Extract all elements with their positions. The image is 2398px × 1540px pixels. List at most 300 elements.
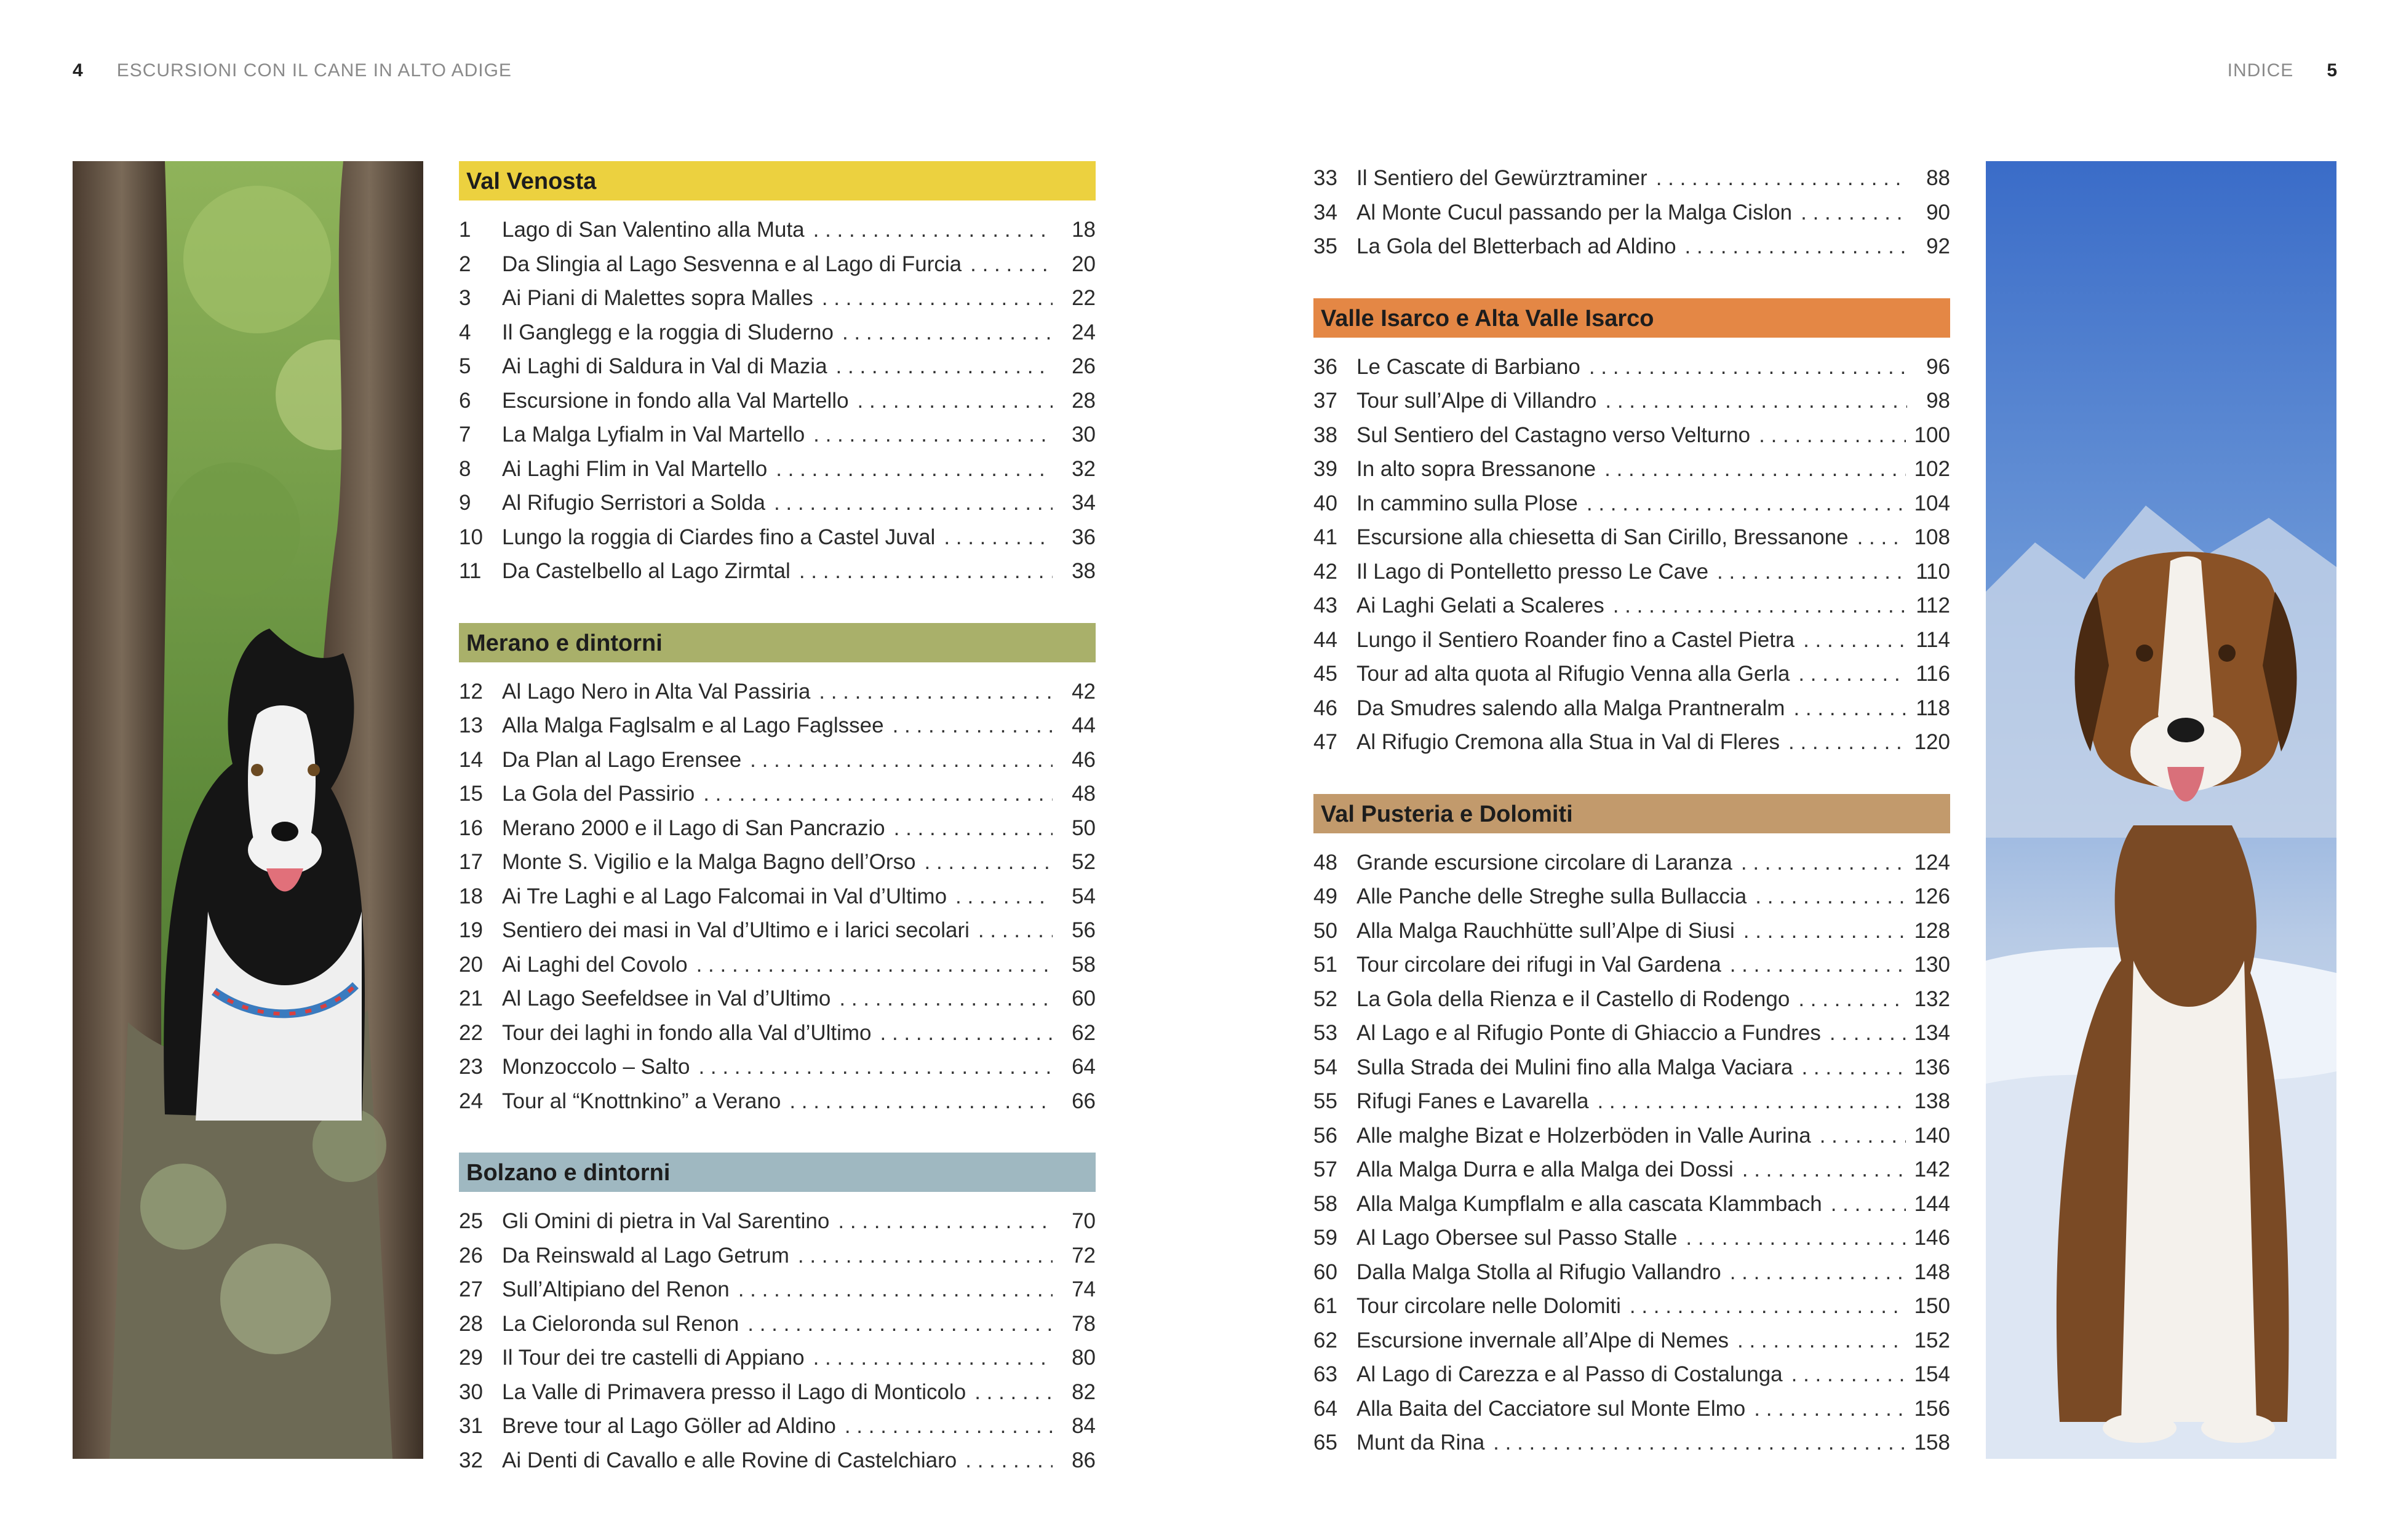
entry-page: 156 xyxy=(1914,1396,1950,1421)
entry-number: 48 xyxy=(1313,850,1337,875)
toc-entry[interactable] xyxy=(1313,691,1950,726)
entry-title: Il Tour dei tre castelli di Appiano xyxy=(502,1346,805,1370)
entry-number: 32 xyxy=(459,1448,483,1472)
entry-title: Sul Sentiero del Castagno verso Velturno xyxy=(1356,423,1751,447)
entry-title: La Valle di Primavera presso il Lago di Monticolo xyxy=(502,1379,966,1404)
entry-title: Tour ad alta quota al Rifugio Venna alla Gerla xyxy=(1356,662,1790,686)
entry-title: Da Reinswald al Lago Getrum xyxy=(502,1243,789,1268)
toc-entry[interactable] xyxy=(459,1409,1096,1443)
entry-number: 39 xyxy=(1313,457,1337,481)
toc-entry[interactable] xyxy=(459,486,1096,520)
toc-column-left xyxy=(459,161,1096,1512)
entry-number: 33 xyxy=(1313,166,1337,190)
dot-leader xyxy=(1737,1324,1906,1358)
entry-number: 60 xyxy=(1313,1260,1337,1284)
dot-leader xyxy=(842,316,1053,350)
entry-title: Alla Baita del Cacciatore sul Monte Elmo xyxy=(1356,1396,1746,1421)
section-header: Val Pusteria e Dolomiti xyxy=(1313,794,1950,833)
toc-entry[interactable] xyxy=(459,913,1096,948)
toc-entry[interactable] xyxy=(459,708,1096,743)
dot-leader xyxy=(1589,350,1907,384)
toc-entry[interactable] xyxy=(459,675,1096,709)
entry-page: 66 xyxy=(1072,1089,1096,1113)
entry-page: 84 xyxy=(1072,1414,1096,1438)
toc-entry[interactable] xyxy=(459,982,1096,1016)
dot-leader xyxy=(1613,589,1907,623)
saint-bernard-illustration xyxy=(1986,161,2336,1459)
entry-title: Merano 2000 e il Lago di San Pancrazio xyxy=(502,816,885,840)
dot-leader xyxy=(839,982,1053,1016)
entry-title: Al Lago di Carezza e al Passo di Costalunga xyxy=(1356,1362,1783,1386)
running-head-left xyxy=(73,60,512,81)
dot-leader xyxy=(1630,1289,1906,1324)
entry-title: Alla Malga Kumpflalm e alla cascata Klammbach xyxy=(1356,1191,1822,1216)
toc-entry[interactable] xyxy=(1313,1187,1950,1221)
entry-number: 59 xyxy=(1313,1226,1337,1250)
entry-page: 42 xyxy=(1072,679,1096,704)
toc-entry[interactable] xyxy=(459,1341,1096,1375)
entry-title: Al Lago Seefeldsee in Val d’Ultimo xyxy=(502,986,831,1010)
entry-number: 44 xyxy=(1313,627,1337,652)
toc-entry[interactable] xyxy=(459,1307,1096,1341)
entry-number: 52 xyxy=(1313,986,1337,1011)
entry-title: La Gola del Passirio xyxy=(502,782,695,806)
entry-page: 54 xyxy=(1072,884,1096,908)
entry-number: 49 xyxy=(1313,884,1337,908)
dot-leader xyxy=(738,1272,1053,1307)
dot-leader xyxy=(894,811,1053,846)
toc-section xyxy=(1313,794,1950,1460)
entry-number: 30 xyxy=(459,1379,483,1404)
section-header: Val Venosta xyxy=(459,161,1096,200)
entry-page: 124 xyxy=(1914,850,1950,875)
dot-leader xyxy=(925,845,1053,879)
dot-leader xyxy=(1743,914,1906,948)
dot-leader xyxy=(799,554,1053,589)
dot-leader xyxy=(1788,725,1906,760)
entry-page: 56 xyxy=(1072,918,1096,942)
toc-entry[interactable] xyxy=(1313,486,1950,521)
toc-entry[interactable] xyxy=(1313,229,1950,264)
toc-entry[interactable] xyxy=(459,879,1096,914)
entry-page: 144 xyxy=(1914,1191,1950,1216)
entry-number: 64 xyxy=(1313,1396,1337,1421)
entry-title: Gli Omini di pietra in Val Sarentino xyxy=(502,1209,830,1233)
entry-page: 86 xyxy=(1072,1448,1096,1472)
entry-number: 63 xyxy=(1313,1362,1337,1386)
entry-number: 21 xyxy=(459,986,483,1010)
entry-page: 118 xyxy=(1916,696,1950,720)
dot-leader xyxy=(893,708,1053,743)
toc-entry[interactable] xyxy=(459,1443,1096,1478)
entry-title: La Gola del Bletterbach ad Aldino xyxy=(1356,234,1676,258)
entry-number: 8 xyxy=(459,456,471,481)
dot-leader xyxy=(838,1204,1053,1239)
toc-entry[interactable] xyxy=(459,247,1096,282)
toc-entry[interactable] xyxy=(1313,350,1950,384)
entry-title: Tour circolare dei rifugi in Val Gardena xyxy=(1356,953,1721,977)
entry-number: 28 xyxy=(459,1311,483,1336)
page-number-right: 5 xyxy=(2327,60,2338,81)
toc-section xyxy=(459,1153,1096,1477)
toc-section xyxy=(1313,298,1950,760)
entry-page: 102 xyxy=(1914,457,1950,481)
entry-page: 112 xyxy=(1916,593,1950,617)
entry-page: 104 xyxy=(1914,491,1950,515)
toc-entry[interactable] xyxy=(1313,384,1950,418)
dot-leader xyxy=(696,948,1053,982)
entry-page: 116 xyxy=(1916,662,1950,686)
toc-entry[interactable] xyxy=(1313,1426,1950,1460)
dot-leader xyxy=(774,486,1053,520)
toc-entry[interactable] xyxy=(1313,418,1950,453)
entry-page: 28 xyxy=(1072,388,1096,413)
entry-page: 50 xyxy=(1072,816,1096,840)
toc-entry[interactable] xyxy=(1313,520,1950,555)
dot-leader xyxy=(978,913,1053,948)
entry-number: 55 xyxy=(1313,1089,1337,1113)
toc-entry[interactable] xyxy=(1313,879,1950,914)
entry-title: Ai Denti di Cavallo e alle Rovine di Castelchiaro xyxy=(502,1448,957,1472)
entry-title: Alla Malga Faglsalm e al Lago Faglssee xyxy=(502,713,884,737)
entry-number: 40 xyxy=(1313,491,1337,515)
entry-title: Escursione invernale all’Alpe di Nemes xyxy=(1356,1328,1729,1352)
entry-title: Escursione alla chiesetta di San Cirillo, Bressanone xyxy=(1356,525,1849,549)
entry-number: 15 xyxy=(459,782,483,806)
entry-number: 23 xyxy=(459,1055,483,1079)
entry-page: 132 xyxy=(1914,986,1950,1011)
entry-number: 17 xyxy=(459,850,483,874)
entry-title: Sentiero dei masi in Val d’Ultimo e i larici secolari xyxy=(502,918,970,942)
entry-title: Sull’Altipiano del Renon xyxy=(502,1277,730,1301)
entry-page: 44 xyxy=(1072,713,1096,737)
section-title-index: INDICE xyxy=(2227,60,2294,81)
entry-number: 47 xyxy=(1313,730,1337,754)
entry-page: 146 xyxy=(1914,1226,1950,1250)
entry-number: 3 xyxy=(459,286,471,310)
entry-page: 150 xyxy=(1914,1294,1950,1318)
entry-number: 12 xyxy=(459,679,483,704)
entry-number: 45 xyxy=(1313,662,1337,686)
entry-title: In cammino sulla Plose xyxy=(1356,491,1578,515)
dot-leader xyxy=(813,1341,1053,1375)
toc-entry[interactable] xyxy=(1313,1289,1950,1324)
dot-leader xyxy=(822,281,1053,316)
dot-leader xyxy=(1820,1119,1906,1153)
entry-page: 48 xyxy=(1072,782,1096,806)
entry-title: Al Lago Obersee sul Passo Stalle xyxy=(1356,1226,1678,1250)
entry-page: 82 xyxy=(1072,1379,1096,1404)
dot-leader xyxy=(813,213,1053,247)
entry-number: 9 xyxy=(459,491,471,515)
entry-number: 2 xyxy=(459,252,471,276)
entry-page: 18 xyxy=(1072,218,1096,242)
entry-number: 50 xyxy=(1313,918,1337,943)
entry-title: Ai Laghi di Saldura in Val di Mazia xyxy=(502,354,827,378)
entry-number: 51 xyxy=(1313,953,1337,977)
entry-number: 4 xyxy=(459,320,471,344)
entry-page: 138 xyxy=(1914,1089,1950,1113)
section-header: Merano e dintorni xyxy=(459,623,1096,662)
entry-title: Al Lago Nero in Alta Val Passiria xyxy=(502,679,811,704)
entry-title: Tour al “Knottnkino” a Verano xyxy=(502,1089,781,1113)
toc-entry[interactable] xyxy=(459,811,1096,846)
entry-title: Lungo il Sentiero Roander fino a Castel Pietra xyxy=(1356,627,1795,652)
entry-number: 53 xyxy=(1313,1021,1337,1045)
dot-leader xyxy=(845,1409,1053,1443)
toc-entry[interactable] xyxy=(1313,1324,1950,1358)
dot-leader xyxy=(750,743,1053,777)
entry-title: Le Cascate di Barbiano xyxy=(1356,354,1580,379)
entry-title: Ai Laghi del Covolo xyxy=(502,952,688,977)
dot-leader xyxy=(1857,520,1906,555)
toc-section xyxy=(459,623,1096,1119)
entry-title: Tour sull’Alpe di Villandro xyxy=(1356,389,1597,413)
entry-title: Al Lago e al Rifugio Ponte di Ghiaccio a Fundres xyxy=(1356,1021,1821,1045)
entry-page: 26 xyxy=(1072,354,1096,378)
entry-title: Alle malghe Bizat e Holzerböden in Valle Aurina xyxy=(1356,1123,1811,1148)
entry-title: La Gola della Rienza e il Castello di Rodengo xyxy=(1356,986,1790,1011)
toc-entry[interactable] xyxy=(1313,1153,1950,1187)
dot-leader xyxy=(813,418,1053,452)
toc-entry[interactable] xyxy=(459,281,1096,316)
entry-number: 34 xyxy=(1313,200,1337,224)
entry-page: 72 xyxy=(1072,1243,1096,1268)
toc-entry[interactable] xyxy=(1313,1119,1950,1153)
dot-leader xyxy=(858,384,1053,418)
entry-number: 25 xyxy=(459,1209,483,1233)
toc-entry[interactable] xyxy=(1313,555,1950,589)
entry-page: 60 xyxy=(1072,986,1096,1010)
entry-page: 114 xyxy=(1916,627,1950,652)
toc-entry[interactable] xyxy=(1313,1392,1950,1426)
entry-page: 126 xyxy=(1914,884,1950,908)
entry-page: 152 xyxy=(1914,1328,1950,1352)
entry-page: 80 xyxy=(1072,1346,1096,1370)
toc-entry[interactable] xyxy=(1313,1357,1950,1392)
entry-title: Il Ganglegg e la roggia di Sluderno xyxy=(502,320,834,344)
toc-entry[interactable] xyxy=(459,1239,1096,1273)
entry-number: 18 xyxy=(459,884,483,908)
toc-section xyxy=(459,161,1096,589)
toc-entry[interactable] xyxy=(459,1050,1096,1084)
dot-leader xyxy=(944,520,1053,555)
page-number-left: 4 xyxy=(73,60,84,81)
entry-number: 22 xyxy=(459,1020,483,1045)
entry-number: 31 xyxy=(459,1414,483,1438)
toc-entry[interactable] xyxy=(459,777,1096,811)
entry-title: Ai Laghi Flim in Val Martello xyxy=(502,456,768,481)
entry-title: Dalla Malga Stolla al Rifugio Vallandro xyxy=(1356,1260,1721,1284)
dot-leader xyxy=(798,1239,1053,1273)
entry-page: 98 xyxy=(1926,389,1950,413)
entry-page: 78 xyxy=(1072,1311,1096,1336)
toc-entry[interactable] xyxy=(1313,982,1950,1017)
toc-entry[interactable] xyxy=(459,1016,1096,1050)
toc-entry[interactable] xyxy=(459,316,1096,350)
entry-number: 7 xyxy=(459,423,471,447)
entry-number: 26 xyxy=(459,1243,483,1268)
toc-column-right xyxy=(1313,161,1950,1494)
dot-leader xyxy=(747,1307,1053,1341)
toc-entry[interactable] xyxy=(1313,914,1950,948)
entry-page: 74 xyxy=(1072,1277,1096,1301)
toc-entry[interactable] xyxy=(1313,161,1950,196)
dot-leader xyxy=(789,1084,1053,1119)
entry-page: 158 xyxy=(1914,1431,1950,1455)
entry-title: Al Rifugio Cremona alla Stua in Val di Fleres xyxy=(1356,730,1780,754)
entry-number: 29 xyxy=(459,1346,483,1370)
toc-entry[interactable] xyxy=(1313,1255,1950,1290)
entry-page: 128 xyxy=(1914,918,1950,943)
toc-entry[interactable] xyxy=(459,452,1096,486)
toc-entry[interactable] xyxy=(1313,452,1950,486)
dot-leader xyxy=(1742,1153,1906,1187)
entry-title: Al Rifugio Serristori a Solda xyxy=(502,491,765,515)
dot-leader xyxy=(1730,948,1906,982)
dot-leader xyxy=(703,777,1053,811)
toc-entry[interactable] xyxy=(459,349,1096,384)
entry-page: 36 xyxy=(1072,525,1096,549)
entry-title: Alla Malga Rauchhütte sull’Alpe di Siusi xyxy=(1356,918,1735,943)
dot-leader xyxy=(974,1375,1053,1410)
toc-entry[interactable] xyxy=(459,418,1096,452)
entry-title: Grande escursione circolare di Laranza xyxy=(1356,850,1732,875)
dot-leader xyxy=(1717,555,1907,589)
photo-saint-bernard xyxy=(1986,161,2336,1459)
toc-entry[interactable] xyxy=(459,1204,1096,1239)
entry-title: Da Slingia al Lago Sesvenna e al Lago di Furcia xyxy=(502,252,962,276)
entry-number: 11 xyxy=(459,559,482,583)
entry-number: 10 xyxy=(459,525,483,549)
photo-border-collie xyxy=(73,161,423,1459)
entry-title: Da Plan al Lago Erensee xyxy=(502,747,742,772)
entry-number: 58 xyxy=(1313,1191,1337,1216)
dot-leader xyxy=(1605,384,1907,418)
toc-entry[interactable] xyxy=(459,213,1096,247)
toc-entry[interactable] xyxy=(1313,1084,1950,1119)
entry-number: 6 xyxy=(459,388,471,413)
dot-leader xyxy=(1755,879,1905,914)
entry-page: 64 xyxy=(1072,1055,1096,1079)
entry-page: 120 xyxy=(1914,730,1950,754)
entry-number: 5 xyxy=(459,354,471,378)
toc-entry[interactable] xyxy=(1313,1221,1950,1255)
dot-leader xyxy=(836,349,1053,384)
dot-leader xyxy=(1685,229,1907,264)
toc-entry[interactable] xyxy=(1313,846,1950,880)
dot-leader xyxy=(1656,161,1907,196)
border-collie-illustration xyxy=(73,161,423,1459)
entry-number: 16 xyxy=(459,816,483,840)
dot-leader xyxy=(1587,486,1906,521)
entry-title: Il Lago di Pontelletto presso Le Cave xyxy=(1356,559,1709,584)
entry-title: Ai Tre Laghi e al Lago Falcomai in Val d’Ultimo xyxy=(502,884,947,908)
toc-entry[interactable] xyxy=(459,520,1096,555)
toc-entry[interactable] xyxy=(1313,948,1950,982)
entry-page: 136 xyxy=(1914,1055,1950,1079)
entry-page: 46 xyxy=(1072,747,1096,772)
toc-entry[interactable] xyxy=(459,845,1096,879)
entry-number: 37 xyxy=(1313,389,1337,413)
entry-title: Da Castelbello al Lago Zirmtal xyxy=(502,559,791,583)
toc-entry[interactable] xyxy=(459,554,1096,589)
dot-leader xyxy=(970,247,1053,282)
toc-entry[interactable] xyxy=(1313,725,1950,760)
entry-number: 19 xyxy=(459,918,483,942)
toc-entry[interactable] xyxy=(459,1375,1096,1410)
entry-page: 100 xyxy=(1914,423,1950,447)
entry-page: 52 xyxy=(1072,850,1096,874)
entry-title: Monzoccolo – Salto xyxy=(502,1055,690,1079)
toc-entry[interactable] xyxy=(1313,623,1950,657)
entry-title: Munt da Rina xyxy=(1356,1431,1485,1455)
entry-page: 142 xyxy=(1914,1157,1950,1181)
dot-leader xyxy=(1793,691,1907,726)
entry-title: La Cieloronda sul Renon xyxy=(502,1311,739,1336)
dot-leader xyxy=(1686,1221,1905,1255)
entry-number: 42 xyxy=(1313,559,1337,584)
entry-page: 24 xyxy=(1072,320,1096,344)
dot-leader xyxy=(1604,452,1905,486)
entry-number: 35 xyxy=(1313,234,1337,258)
entry-number: 14 xyxy=(459,747,483,772)
toc-entry[interactable] xyxy=(1313,196,1950,230)
toc-entry[interactable] xyxy=(459,1272,1096,1307)
entry-title: Lago di San Valentino alla Muta xyxy=(502,218,805,242)
entry-title: In alto sopra Bressanone xyxy=(1356,457,1596,481)
entry-title: Monte S. Vigilio e la Malga Bagno dell’Orso xyxy=(502,850,916,874)
dot-leader xyxy=(1830,1016,1906,1050)
toc-entry[interactable] xyxy=(1313,1016,1950,1050)
toc-entry[interactable] xyxy=(1313,589,1950,623)
entry-title: Alla Malga Durra e alla Malga dei Dossi xyxy=(1356,1157,1734,1181)
toc-entry[interactable] xyxy=(459,948,1096,982)
dot-leader xyxy=(1803,623,1907,657)
entry-title: Lungo la roggia di Ciardes fino a Castel Juval xyxy=(502,525,936,549)
toc-entry[interactable] xyxy=(459,384,1096,418)
section-header: Bolzano e dintorni xyxy=(459,1153,1096,1192)
toc-entry[interactable] xyxy=(1313,1050,1950,1085)
entry-title: Breve tour al Lago Göller ad Aldino xyxy=(502,1414,836,1438)
entry-page: 20 xyxy=(1072,252,1096,276)
entry-title: Al Monte Cucul passando per la Malga Cislon xyxy=(1356,200,1793,224)
entry-page: 70 xyxy=(1072,1209,1096,1233)
entry-page: 130 xyxy=(1914,953,1950,977)
entry-title: Rifugi Fanes e Lavarella xyxy=(1356,1089,1589,1113)
entry-title: Il Sentiero del Gewürztraminer xyxy=(1356,166,1647,190)
entry-page: 58 xyxy=(1072,952,1096,977)
entry-number: 20 xyxy=(459,952,483,977)
entry-page: 30 xyxy=(1072,423,1096,447)
entry-number: 13 xyxy=(459,713,483,737)
toc-entry[interactable] xyxy=(1313,657,1950,691)
running-head-right xyxy=(2228,60,2338,81)
dot-leader xyxy=(819,675,1053,709)
entry-number: 36 xyxy=(1313,354,1337,379)
entry-page: 154 xyxy=(1914,1362,1950,1386)
entry-title: Alle Panche delle Streghe sulla Bullaccia xyxy=(1356,884,1747,908)
toc-entry[interactable] xyxy=(459,743,1096,777)
dot-leader xyxy=(1754,1392,1905,1426)
dot-leader xyxy=(1801,196,1907,230)
toc-entry[interactable] xyxy=(459,1084,1096,1119)
entry-page: 140 xyxy=(1914,1123,1950,1148)
dot-leader xyxy=(1801,1050,1905,1085)
entry-number: 27 xyxy=(459,1277,483,1301)
entry-number: 38 xyxy=(1313,423,1337,447)
dot-leader xyxy=(1798,982,1905,1017)
